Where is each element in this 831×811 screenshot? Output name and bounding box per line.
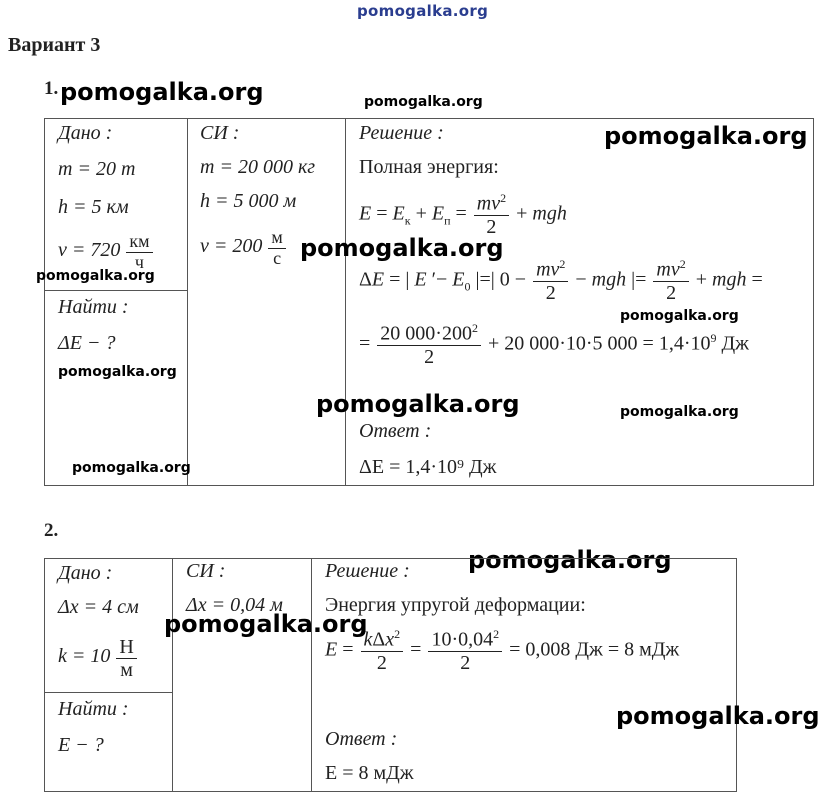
task1-speed-unit-den: ч: [134, 251, 144, 272]
task2-given-dx: Δx = 4 см: [58, 596, 139, 618]
task2-divider: [44, 692, 172, 693]
task2-solution-intro: Энергия упругой деформации:: [325, 594, 586, 616]
watermark[interactable]: pomogalka.org: [364, 94, 483, 110]
task2-given-k-value: k = 10: [58, 645, 111, 668]
task1-given-mass: m = 20 т: [58, 158, 136, 180]
task1-si-mass: m = 20 000 кг: [200, 156, 316, 178]
variant-title: Вариант 3: [8, 34, 101, 56]
watermark[interactable]: pomogalka.org: [620, 308, 739, 324]
task2-number: 2.: [44, 520, 59, 541]
task1-divider: [44, 290, 187, 291]
watermark[interactable]: pomogalka.org: [58, 364, 177, 380]
task1-find-header: Найти :: [58, 296, 129, 318]
task1-si-unit-num: м: [268, 228, 285, 249]
task2-answer-header: Ответ :: [325, 728, 398, 750]
watermark[interactable]: pomogalka.org: [468, 546, 672, 574]
task1-si-speed-unit: [268, 228, 285, 269]
task1-number: 1.: [44, 78, 59, 99]
task2-si-dx: Δx = 0,04 м: [186, 594, 283, 616]
task1-answer: ΔE = 1,4·10⁹ Дж: [359, 456, 497, 478]
task2-find-header: Найти :: [58, 698, 129, 720]
watermark[interactable]: pomogalka.org: [72, 460, 191, 476]
task1-given-speed-value: v = 720: [58, 238, 121, 261]
watermark[interactable]: pomogalka.org: [36, 268, 155, 284]
watermark[interactable]: pomogalka.org: [620, 404, 739, 420]
task1-find: ΔE − ?: [58, 332, 116, 354]
task2-formula: E = $\frac{k\Delta x^2}{2}$ = $\frac{10\cdot 0,04^2}{2}$ = 0,008 Дж = 8 мДж: [325, 627, 680, 674]
task1-si-height: h = 5 000 м: [200, 190, 297, 212]
task1-solution-header: Решение :: [359, 122, 444, 144]
task1-given-header: Дано :: [58, 122, 113, 144]
task2-divider: [311, 558, 312, 791]
task2-k-unit-den: м: [120, 659, 133, 681]
task1-formula-energy: $E = E_к + E_п$ = $\frac{mv^2}{2}$ + mgh: [359, 191, 567, 238]
task1-si-speed: [200, 228, 288, 269]
task2-given-header: Дано :: [58, 562, 113, 584]
watermark-top[interactable]: pomogalka.org: [357, 2, 489, 20]
task1-given-height: h = 5 км: [58, 196, 129, 218]
task1-si-header: СИ :: [200, 122, 240, 144]
task2-solution-header: Решение :: [325, 560, 410, 582]
task1-formula-delta: ΔE = | E ′− $E_0$ |=| 0 − $\frac{mv^2}{2}$ − mgh |= $\frac{mv^2}{2}$ + mgh =: [359, 257, 763, 304]
task1-speed-unit: [126, 232, 152, 273]
task2-k-unit-num: Н: [116, 636, 136, 659]
watermark[interactable]: pomogalka.org: [300, 234, 504, 262]
task2-find: E − ?: [58, 734, 104, 756]
watermark[interactable]: pomogalka.org: [616, 702, 820, 730]
task1-given-speed: [58, 232, 155, 273]
task1-solution-intro: Полная энергия:: [359, 156, 499, 178]
task2-k-unit: [116, 636, 136, 681]
task1-speed-unit-num: км: [126, 232, 152, 253]
task1-si-speed-value: v = 200: [200, 234, 263, 257]
watermark[interactable]: pomogalka.org: [60, 78, 264, 106]
task2-divider: [172, 558, 173, 791]
task2-si-header: СИ :: [186, 560, 226, 582]
task1-divider: [345, 118, 346, 485]
task1-formula-calc: = $\frac{20 000\cdot 200^2}{2}$ + 20 000·10·5 $000 = 1,4\cdot 10^9$ Дж: [359, 321, 749, 368]
watermark[interactable]: pomogalka.org: [604, 122, 808, 150]
task1-si-unit-den: с: [273, 247, 282, 268]
task1-answer-header: Ответ :: [359, 420, 432, 442]
task2-answer: E = 8 мДж: [325, 762, 414, 784]
task2-given-k: [58, 636, 139, 681]
watermark[interactable]: pomogalka.org: [164, 610, 368, 638]
watermark[interactable]: pomogalka.org: [316, 390, 520, 418]
task1-divider: [187, 118, 188, 485]
